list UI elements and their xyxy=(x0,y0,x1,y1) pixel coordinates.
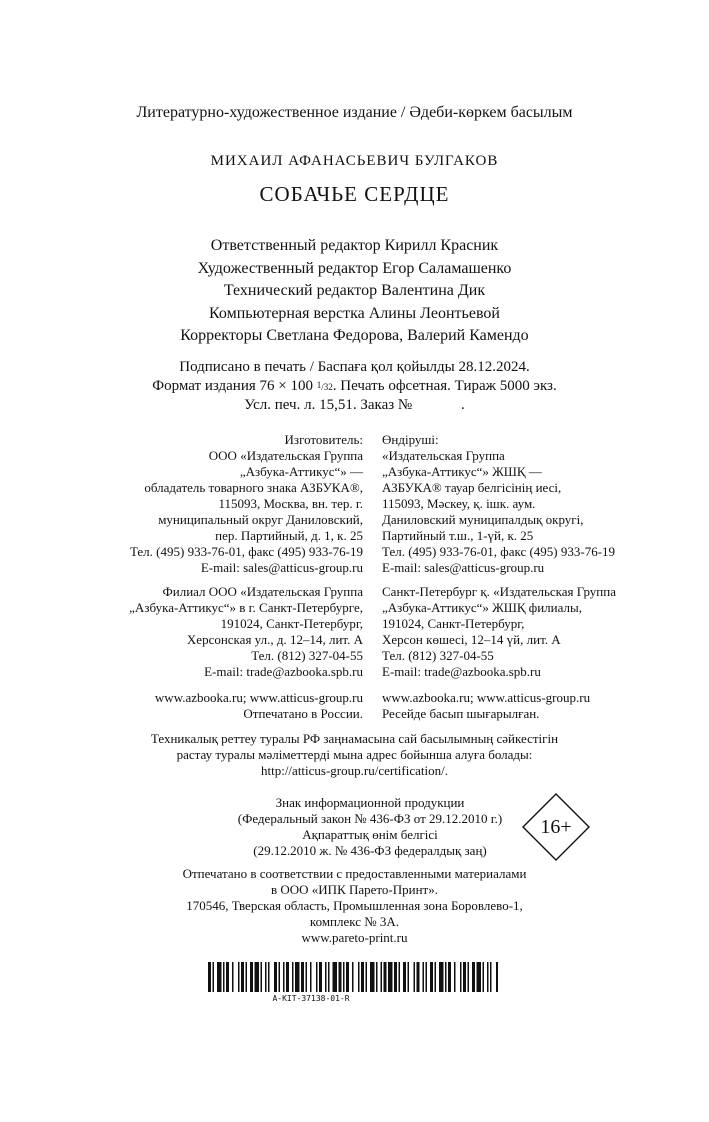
age-rating-badge xyxy=(522,793,590,861)
tech-line: растау туралы мәліметтерді мына адрес бойынша алуға болады: xyxy=(176,747,533,762)
manufacturer-kz-line: Партийный т.ш., 1-үй, к. 25 xyxy=(382,528,534,543)
tech-line: http://atticus-group.ru/certification/. xyxy=(260,763,448,778)
manufacturer-kz-line: Өндіруші: xyxy=(382,432,439,447)
info-line: Знак информационной продукции xyxy=(275,795,465,810)
printer-info xyxy=(0,866,709,946)
book-title: СОБАЧЬЕ СЕРДЦЕ xyxy=(259,182,450,206)
manufacturer-ru-line: Изготовитель: xyxy=(284,432,363,447)
branch-ru xyxy=(129,584,363,680)
branch-ru-line: Херсонская ул., д. 12–14, лит. А xyxy=(186,632,363,647)
manufacturer-ru xyxy=(130,432,363,576)
branch-kz-line: Херсон көшесі, 12–14 үй, лит. А xyxy=(382,632,561,647)
sites-kz-line: Ресейде басып шығарылған. xyxy=(382,706,540,721)
sites-ru-line: Отпечатано в России. xyxy=(243,706,363,721)
fraction-numerator: 1 xyxy=(316,379,322,390)
printer-line: www.pareto-print.ru xyxy=(301,930,408,945)
sites-ru xyxy=(155,690,363,722)
barcode-icon xyxy=(208,962,498,992)
format-fraction: $^1$/32 xyxy=(316,379,333,392)
manufacturer-kz-line: „Азбука-Аттикус“» ЖШҚ — xyxy=(382,464,542,479)
age-rating-label: 16+ xyxy=(540,816,572,838)
sites-kz-line: www.azbooka.ru; www.atticus-group.ru xyxy=(382,690,591,705)
credit-line: Художественный редактор Егор Саламашенко xyxy=(197,259,512,277)
branch-ru-line: Филиал ООО «Издательская Группа xyxy=(162,584,363,599)
tech-regulation-note xyxy=(0,731,709,779)
branch-ru-line: „Азбука-Аттикус“» в г. Санкт-Петербурге, xyxy=(129,600,363,615)
manufacturer-ru-line: ООО «Издательская Группа xyxy=(208,448,363,463)
sites-kz xyxy=(382,690,590,722)
branch-kz-line: E-mail: trade@azbooka.spb.ru xyxy=(382,664,541,679)
manufacturer-kz-line: Тел. (495) 933-76-01, факс (495) 933-76-19 xyxy=(382,544,616,559)
manufacturer-ru-line: Тел. (495) 933-76-01, факс (495) 933-76-19 xyxy=(129,544,363,559)
manufacturer-ru-line: пер. Партийный, д. 1, к. 25 xyxy=(215,528,363,543)
branch-ru-line: Тел. (812) 327-04-55 xyxy=(251,648,363,663)
branch-ru-line: 191024, Санкт-Петербург, xyxy=(220,616,363,631)
manufacturer-ru-line: 115093, Москва, вн. тер. г. xyxy=(218,496,363,511)
format-line xyxy=(0,377,709,397)
edition-type: Литературно-художественное издание / Әдеби-көркем басылым xyxy=(136,104,573,121)
branch-kz-line: „Азбука-Аттикус“» ЖШҚ филиалы, xyxy=(382,600,582,615)
print-details xyxy=(0,358,709,415)
branch-kz-line: 191024, Санкт-Петербург, xyxy=(382,616,525,631)
branch-kz-line: Санкт-Петербург қ. «Издательская Группа xyxy=(382,584,616,599)
manufacturer-kz-line: Даниловский муниципалдық округі, xyxy=(382,512,584,527)
format-suffix: . Печать офсетная. Тираж 5000 экз. xyxy=(332,377,557,394)
signed-date: Подписано в печать / Баспаға қол қойылды 28.12.2024. xyxy=(179,359,530,375)
printer-line: Отпечатано в соответствии с предоставленными материалами xyxy=(182,866,527,881)
credit-line: Компьютерная верстка Алины Леонтьевой xyxy=(209,304,500,322)
tech-line: Техникалық реттеу туралы РФ заңнамасына сай басылымның сәйкестігін xyxy=(150,731,559,746)
manufacturer-ru-line: „Азбука-Аттикус“» — xyxy=(239,464,363,479)
sites-ru-line: www.azbooka.ru; www.atticus-group.ru xyxy=(154,690,363,705)
manufacturer-kz-line: E-mail: sales@atticus-group.ru xyxy=(382,560,545,575)
credit-line: Корректоры Светлана Федорова, Валерий Камендо xyxy=(180,327,529,344)
printer-line: комплекс № 3А. xyxy=(309,914,400,929)
manufacturer-ru-line: муниципальный округ Даниловский, xyxy=(158,512,363,527)
printer-line: 170546, Тверская область, Промышленная зона Боровлево-1, xyxy=(186,898,523,913)
credit-line: Ответственный редактор Кирилл Красник xyxy=(210,237,499,254)
manufacturer-kz xyxy=(382,432,615,576)
barcode-code: A-KIT-37138-01-R xyxy=(272,994,350,1003)
fraction-denominator: 32 xyxy=(323,381,333,392)
format-prefix: Формат издания 76 × 100 xyxy=(152,377,313,394)
author-name: МИХАИЛ АФАНАСЬЕВИЧ БУЛГАКОВ xyxy=(210,153,499,169)
editorial-credits xyxy=(0,235,709,348)
info-line: (29.12.2010 ж. № 436-ФЗ федералдық заң) xyxy=(253,843,487,858)
manufacturer-ru-line: E-mail: sales@atticus-group.ru xyxy=(200,560,363,575)
manufacturer-ru-line: обладатель товарного знака АЗБУКА®, xyxy=(144,480,363,495)
credit-line: Технический редактор Валентина Дик xyxy=(223,282,486,299)
manufacturer-kz-line: «Издательская Группа xyxy=(382,448,505,463)
branch-kz xyxy=(382,584,616,680)
order-line: Усл. печ. л. 15,51. Заказ № . xyxy=(244,397,465,413)
printer-line: в ООО «ИПК Парето-Принт». xyxy=(270,882,438,897)
branch-ru-line: E-mail: trade@azbooka.spb.ru xyxy=(204,664,363,679)
manufacturer-kz-line: 115093, Мәскеу, қ. ішк. аум. xyxy=(382,496,536,511)
manufacturer-kz-line: АЗБУКА® тауар белгісінің иесі, xyxy=(382,480,562,495)
info-line: (Федеральный закон № 436-ФЗ от 29.12.2010 г.) xyxy=(237,811,503,826)
info-line: Ақпараттық өнім белгісі xyxy=(302,827,438,842)
info-product-sign xyxy=(200,795,540,859)
branch-kz-line: Тел. (812) 327-04-55 xyxy=(382,648,494,663)
